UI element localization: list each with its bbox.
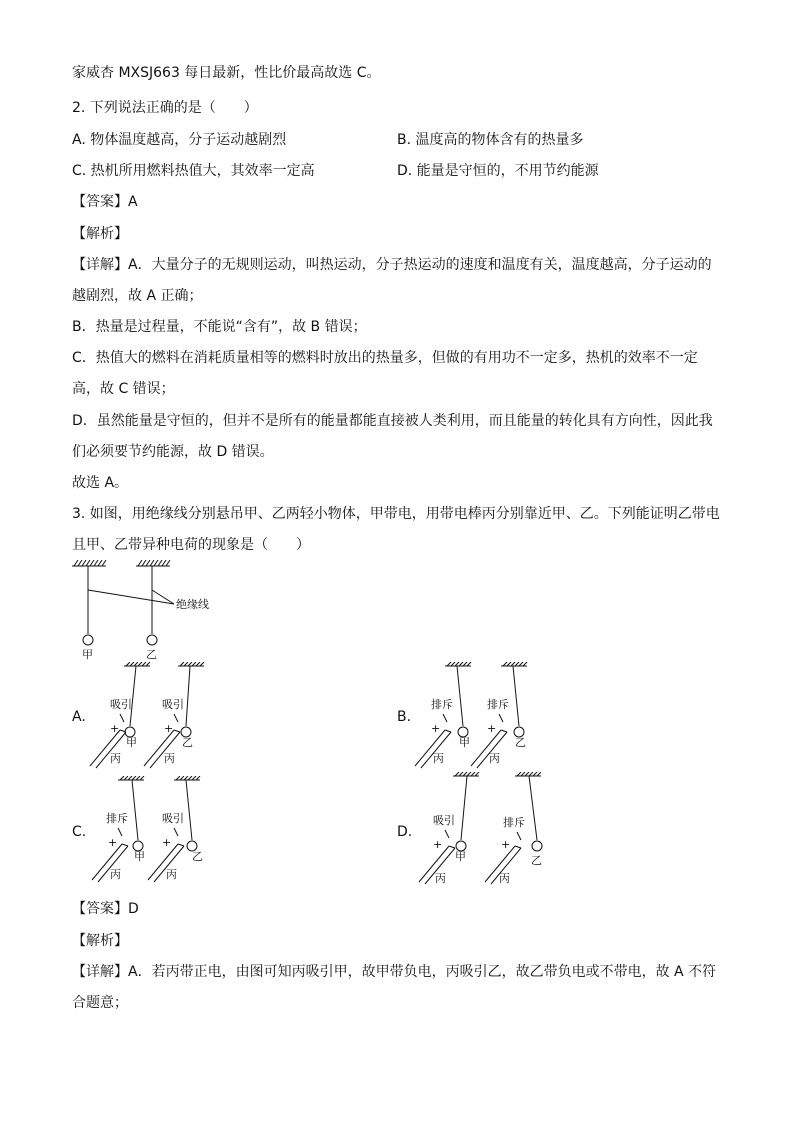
question-3-answer: 【答案】D [72, 901, 139, 917]
question-2-answer: 【答案】A [72, 194, 138, 210]
question-2-detail-c: C．热值大的燃料在消耗质量相等的燃料时放出的热量多，但做的有用功不一定多，热机的效率不一定 [72, 350, 698, 366]
label-bing-c2: 丙 [166, 868, 177, 881]
ball-yi [147, 635, 157, 645]
label-yi-a: 乙 [182, 736, 193, 749]
question-2-option-a: A. 物体温度越高，分子运动越剧烈 [72, 132, 287, 148]
option-a-figure [88, 662, 238, 772]
plus-d2: + [501, 838, 511, 851]
ceiling-mount-left [72, 560, 106, 566]
ball-yi-d [532, 841, 542, 851]
mount-c1 [118, 776, 144, 780]
question-2-detail-a-cont: 越剧烈，故 A 正确； [72, 288, 203, 304]
label-force-a-right: 吸引 [162, 698, 184, 711]
label-jia-a: 甲 [126, 736, 137, 749]
mount-d1 [453, 772, 479, 776]
option-a-letter: A. [72, 709, 86, 725]
label-force-c-right: 吸引 [162, 812, 184, 825]
plus-b2: + [487, 722, 497, 735]
label-jia: 甲 [82, 648, 93, 660]
insulator-label: 绝缘线 [176, 598, 209, 611]
plus-d1: + [433, 838, 443, 851]
question-3-detail-a: 【详解】A．若丙带正电，由图可知丙吸引甲，故甲带负电，丙吸引乙，故乙带负电或不带电，故 A 不符 [72, 964, 717, 980]
question-2-conclusion: 故选 A。 [72, 475, 129, 491]
label-yi: 乙 [146, 648, 157, 660]
label-yi-c: 乙 [192, 850, 203, 863]
question-3-stem-cont: 且甲、乙带异种电荷的现象是（ ） [72, 537, 310, 553]
label-force-b-right: 排斥 [487, 698, 509, 711]
mount-a2 [178, 662, 204, 666]
plus-a1: + [110, 722, 120, 735]
question-2-detail-d-cont: 们必须要节约能源，故 D 错误。 [72, 444, 274, 460]
label-jia-d: 甲 [455, 850, 466, 863]
label-bing-d2: 丙 [499, 872, 510, 885]
question-2-option-c: C. 热机所用燃料热值大，其效率一定高 [72, 163, 315, 179]
option-d-letter: D. [397, 824, 413, 840]
option-d-figure [413, 772, 563, 888]
question-3-analysis-heading: 【解析】 [72, 933, 128, 949]
mount-b2 [501, 662, 527, 666]
label-jia-c: 甲 [134, 850, 145, 863]
question-2-detail-a: 【详解】A．大量分子的无规则运动，叫热运动，分子热运动的速度和温度有关，温度越高，分子运动的 [72, 257, 712, 273]
option-b-figure [413, 662, 563, 772]
question-2-stem: 2. 下列说法正确的是（ ） [72, 100, 258, 116]
question-3-stem: 3. 如图，用绝缘线分别悬吊甲、乙两轻小物体，甲带电，用带电棒丙分别靠近甲、乙。下列能证明乙带电 [72, 506, 720, 522]
label-force-d-left: 吸引 [433, 814, 455, 827]
suspension-figure [66, 560, 256, 660]
label-force-d-right: 排斥 [503, 816, 525, 829]
label-force-c-left: 排斥 [106, 812, 128, 825]
question-2-analysis-heading: 【解析】 [72, 226, 128, 242]
label-force-a-left: 吸引 [110, 698, 132, 711]
intro-line: 家威杏 MXSJ663 每日最新，性比价最高故选 C。 [72, 65, 381, 81]
plus-b1: + [431, 722, 441, 735]
plus-a2: + [164, 722, 174, 735]
ball-jia [83, 635, 93, 645]
question-2-detail-c-cont: 高，故 C 错误； [72, 381, 175, 397]
plus-c2: + [162, 836, 172, 849]
mount-b1 [445, 662, 471, 666]
label-yi-d: 乙 [531, 854, 542, 867]
question-2-option-b: B. 温度高的物体含有的热量多 [397, 132, 584, 148]
question-2-detail-b: B．热量是过程量，不能说“含有”，故 B 错误； [72, 319, 367, 335]
option-b-letter: B. [397, 709, 412, 725]
mount-a1 [124, 662, 150, 666]
mount-d2 [515, 772, 541, 776]
label-yi-b: 乙 [515, 736, 526, 749]
plus-c1: + [108, 836, 118, 849]
label-bing-d1: 丙 [435, 872, 446, 885]
label-jia-b: 甲 [459, 736, 470, 749]
ceiling-mount-right [136, 560, 170, 566]
label-bing-a2: 丙 [164, 752, 175, 765]
label-bing-b1: 丙 [433, 752, 444, 765]
mount-c2 [174, 776, 200, 780]
question-3-detail-a-cont: 合题意； [72, 995, 128, 1011]
question-2-option-d: D. 能量是守恒的，不用节约能源 [397, 163, 599, 179]
label-bing-a1: 丙 [110, 752, 121, 765]
option-c-letter: C. [72, 824, 87, 840]
label-bing-c1: 丙 [110, 868, 121, 881]
question-2-detail-d: D．虽然能量是守恒的，但并不是所有的能量都能直接被人类利用，而且能量的转化具有方向性，因此我 [72, 413, 713, 429]
option-c-figure [88, 776, 238, 886]
label-force-b-left: 排斥 [431, 698, 453, 711]
label-bing-b2: 丙 [489, 752, 500, 765]
insulator-pointer [88, 590, 174, 604]
